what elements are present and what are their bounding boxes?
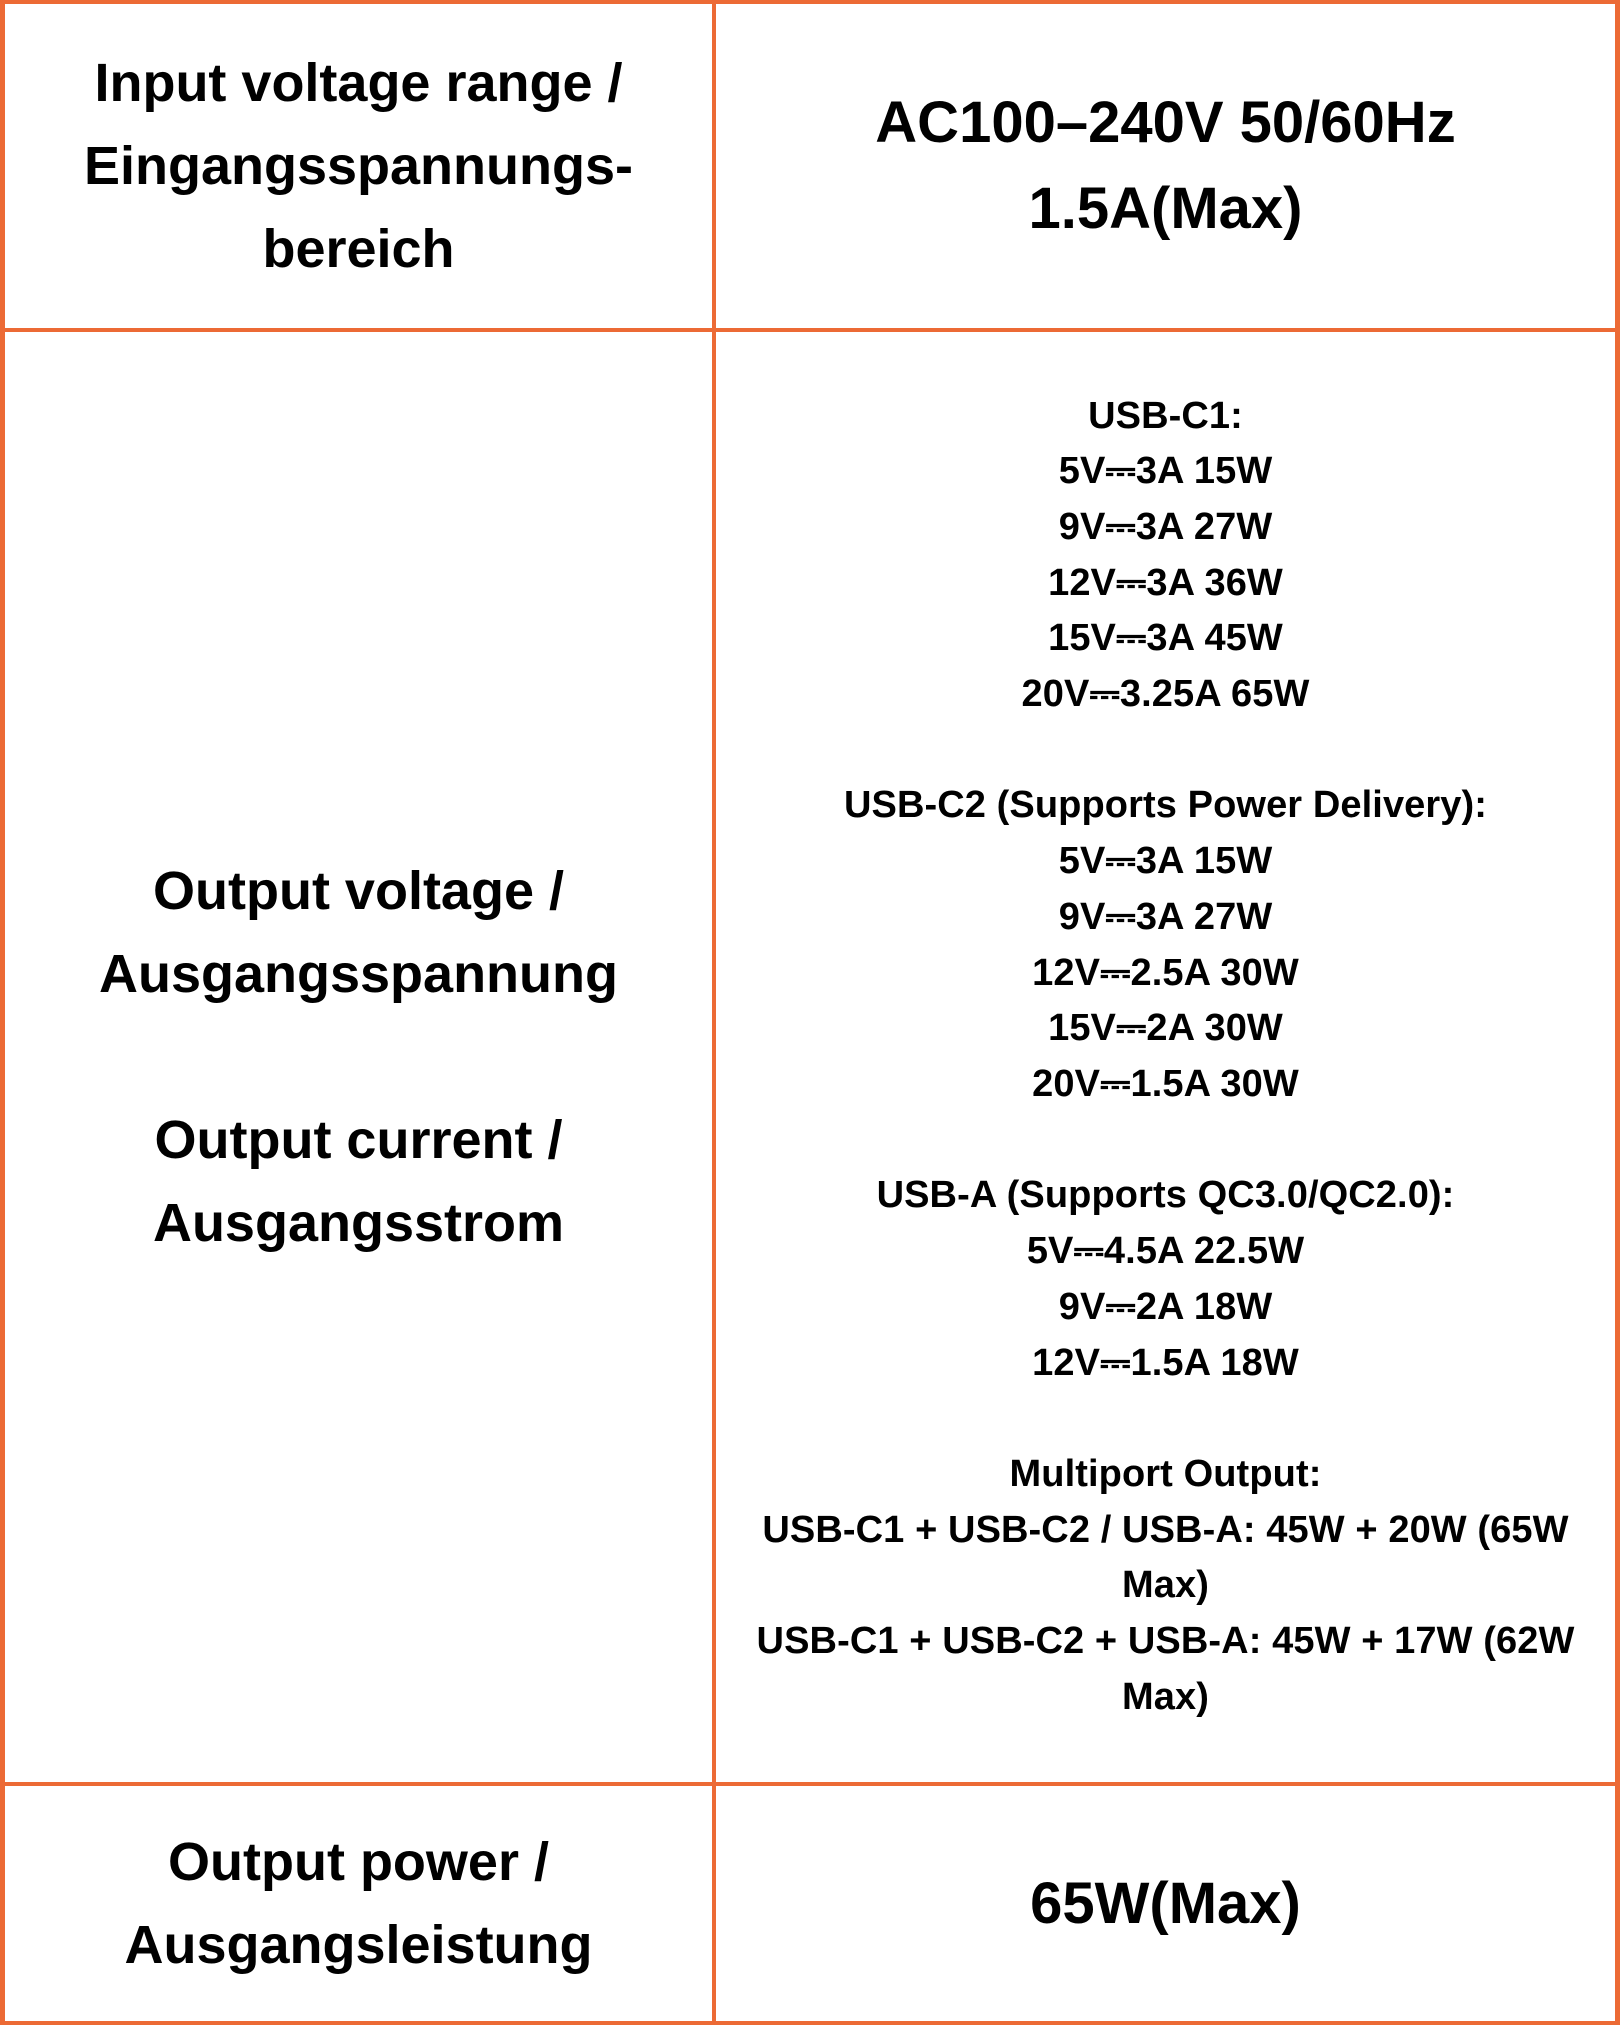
input-voltage-value-line: 1.5A(Max)	[1028, 176, 1303, 241]
output-power-label-line: Ausgangsleistung	[124, 1914, 593, 1975]
input-voltage-label-line: Eingangsspannungs-	[83, 135, 634, 196]
row-output-power	[5, 1786, 1620, 2025]
usb-c1-spec-line: 5V⎓3A 15W	[1058, 450, 1273, 493]
input-voltage-value-line: AC100–240V 50/60Hz	[875, 90, 1456, 155]
usb-c1-spec-line: 12V⎓3A 36W	[1048, 561, 1283, 604]
usb-c1-spec-line: 9V⎓3A 27W	[1058, 505, 1273, 548]
usb-a-spec-line: 9V⎓2A 18W	[1058, 1285, 1273, 1328]
usb-c2-spec-line: 5V⎓3A 15W	[1058, 840, 1273, 883]
output-power-label-cell	[5, 1786, 716, 2021]
usb-c2-spec-line: 12V⎓2.5A 30W	[1032, 951, 1299, 994]
usb-c2-spec-line: 15V⎓2A 30W	[1048, 1007, 1283, 1050]
output-voltage-label-line: Ausgangsspannung	[98, 943, 618, 1004]
output-current-label-line: Ausgangsstrom	[152, 1192, 565, 1253]
output-voltage-current-label-cell	[5, 332, 716, 1782]
usb-a-spec-line: 5V⎓4.5A 22.5W	[1026, 1230, 1305, 1273]
usb-c1-spec-line: 15V⎓3A 45W	[1048, 617, 1283, 660]
row-input-voltage	[5, 4, 1620, 332]
output-voltage-current-value-cell	[716, 332, 1620, 1782]
output-power-value: 65W(Max)	[1030, 1870, 1301, 1936]
usb-c1-spec-line: 20V⎓3.25A 65W	[1021, 673, 1310, 716]
usb-a-heading: USB-A (Supports QC3.0/QC2.0):	[876, 1174, 1455, 1217]
usb-c2-spec-line: 20V⎓1.5A 30W	[1032, 1063, 1299, 1105]
output-power-value-cell	[716, 1786, 1620, 2021]
input-voltage-label-line: Input voltage range /	[94, 52, 623, 113]
usb-a-spec-line: 12V⎓1.5A 18W	[1032, 1341, 1299, 1384]
input-voltage-label-cell	[5, 4, 716, 328]
usb-c2-heading: USB-C2 (Supports Power Delivery):	[843, 784, 1488, 827]
output-voltage-label-line: Output voltage /	[153, 860, 564, 921]
row-output-voltage-current	[5, 332, 1620, 1786]
multiport-heading: Multiport Output:	[1009, 1452, 1322, 1495]
output-power-label-line: Output power /	[168, 1831, 549, 1892]
output-current-label-line: Output current /	[154, 1109, 563, 1170]
input-voltage-value-cell	[716, 4, 1620, 328]
multiport-spec-line: USB-C1 + USB-C2 / USB-A: 45W + 20W (65W Max)	[762, 1508, 1569, 1607]
input-voltage-label-line: bereich	[262, 218, 455, 279]
usb-c1-heading: USB-C1:	[1088, 394, 1243, 437]
multiport-spec-line: USB-C1 + USB-C2 + USB-A: 45W + 17W (62W Max)	[756, 1620, 1575, 1718]
usb-c2-spec-line: 9V⎓3A 27W	[1058, 895, 1273, 938]
